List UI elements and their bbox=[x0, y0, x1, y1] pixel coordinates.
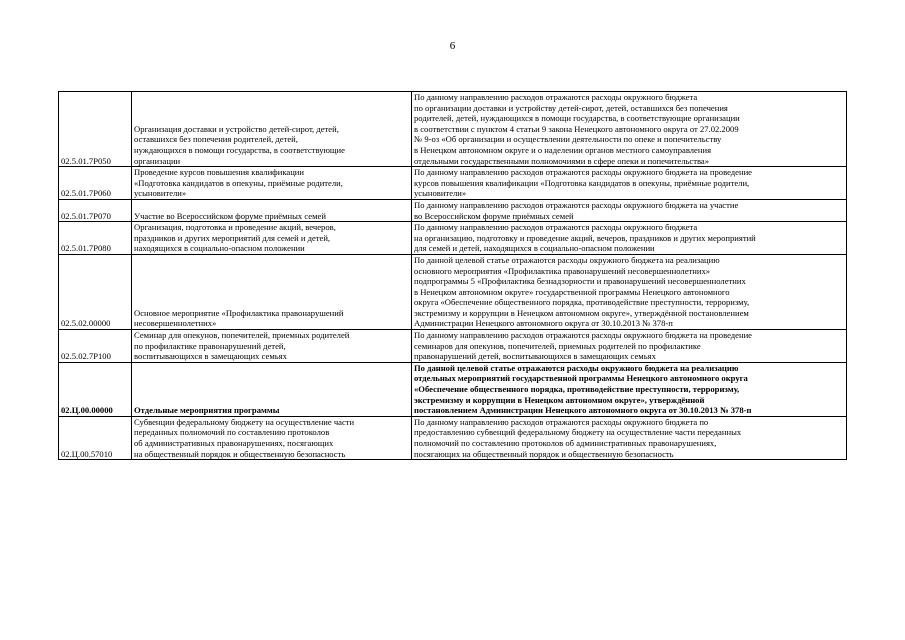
table-row bbox=[59, 92, 847, 167]
target-article-code: 02.Ц.00.57010 bbox=[59, 416, 132, 459]
description-line: По данной целевой статье отражаются расходы окружного бюджета на реализацию bbox=[414, 362, 739, 373]
expense-description bbox=[412, 92, 847, 167]
target-article-code: 02.5.01.7Р050 bbox=[59, 92, 132, 167]
description-line: По данному направлению расходов отражаются расходы окружного бюджета по bbox=[414, 416, 709, 427]
description-line: в соответствии с пунктом 4 статьи 9 закона Ненецкого автономного округа от 27.02.2009 bbox=[414, 123, 739, 134]
name-line: Отдельные мероприятия программы bbox=[134, 405, 280, 416]
page-number: 6 bbox=[449, 40, 456, 52]
name-line: «Подготовка кандидатов в опекуны, приёмные родители, bbox=[134, 177, 343, 188]
name-line: оставшихся без попечения родителей, детей, bbox=[134, 134, 298, 145]
target-article-code: 02.5.02.00000 bbox=[59, 254, 132, 329]
description-line: усыновители» bbox=[414, 188, 467, 199]
target-article-code: 02.5.01.7Р060 bbox=[59, 167, 132, 200]
expense-description bbox=[412, 362, 847, 416]
expense-description bbox=[412, 167, 847, 200]
table-row bbox=[59, 254, 847, 329]
table-row bbox=[59, 222, 847, 255]
name-line: усыновители» bbox=[134, 188, 187, 199]
description-line: № 9-оз «Об организации и осуществлении деятельности по опеке и попечительству bbox=[414, 134, 722, 145]
expense-description bbox=[412, 222, 847, 255]
name-line: Субвенции федеральному бюджету на осуществление части bbox=[134, 416, 355, 427]
name-line: Проведение курсов повышения квалификации bbox=[134, 167, 304, 178]
target-article-code: 02.5.02.7Р100 bbox=[59, 330, 132, 363]
target-article-name bbox=[132, 254, 412, 329]
description-line: правонарушений детей, воспитывающихся в замещающих семьях bbox=[414, 351, 656, 362]
description-line: По данному направлению расходов отражаются расходы окружного бюджета bbox=[414, 222, 698, 233]
description-line: посягающих на общественный порядок и общественную безопасность bbox=[414, 448, 674, 459]
target-article-name bbox=[132, 167, 412, 200]
target-article-code: 02.5.01.7Р080 bbox=[59, 222, 132, 255]
description-line: отдельных мероприятий государственной программы Ненецкого автономного округа bbox=[414, 373, 748, 384]
table-row bbox=[59, 362, 847, 416]
target-article-code: 02.5.01.7Р070 bbox=[59, 199, 132, 221]
description-line: на организацию, подготовку и проведение акций, вечеров, праздников и других мероприятий bbox=[414, 232, 756, 243]
table-body bbox=[59, 92, 847, 460]
name-line: организации bbox=[134, 155, 181, 166]
description-line: По данному направлению расходов отражаются расходы окружного бюджета на проведение bbox=[414, 330, 752, 341]
description-line: По данному направлению расходов отражаются расходы окружного бюджета на проведение bbox=[414, 167, 752, 178]
description-line: «Обеспечение общественного порядка, противодействие преступности, терроризму, bbox=[414, 384, 740, 395]
target-article-name bbox=[132, 362, 412, 416]
name-line: нуждающихся в помощи государства, в соответствующие bbox=[134, 144, 345, 155]
description-line: по организации доставки и устройству детей-сирот, детей, оставшихся без попечения bbox=[414, 102, 728, 113]
description-line: По данному направлению расходов отражаются расходы окружного бюджета bbox=[414, 92, 698, 102]
description-line: родителей, детей, нуждающихся в помощи государства, в соответствующие организации bbox=[414, 113, 740, 124]
description-line: экстремизму и коррупции в Ненецком автономном округе», утверждённой bbox=[414, 394, 705, 405]
description-line: для семей и детей, находящихся в социально-опасном положении bbox=[414, 243, 655, 254]
description-line: По данной целевой статье отражаются расходы окружного бюджета на реализацию bbox=[414, 254, 720, 265]
table-row bbox=[59, 199, 847, 221]
description-line: курсов повышения квалификации «Подготовка кандидатов в опекуны, приёмные родители, bbox=[414, 177, 750, 188]
description-line: в Ненецком автономном округе» государственной программы Ненецкого автономного bbox=[414, 286, 730, 297]
name-line: Организация доставки и устройство детей-сирот, детей, bbox=[134, 123, 339, 134]
description-line: в Ненецком автономном округе и о наделении органов местного самоуправления bbox=[414, 144, 712, 155]
expense-description bbox=[412, 330, 847, 363]
description-line: постановлением Администрации Ненецкого автономного округа от 30.10.2013 № 378-п bbox=[414, 405, 752, 416]
target-article-name bbox=[132, 330, 412, 363]
target-article-name bbox=[132, 416, 412, 459]
description-line: во Всероссийском форуме приёмных семей bbox=[414, 210, 574, 221]
budget-classification-table bbox=[58, 91, 847, 460]
expense-description bbox=[412, 254, 847, 329]
name-line: об административных правонарушениях, посягающих bbox=[134, 438, 334, 448]
name-line: Участие во Всероссийском форуме приёмных семей bbox=[134, 210, 326, 221]
name-line: находящихся в социально-опасном положении bbox=[134, 243, 305, 254]
description-line: отдельными государственными полномочиями в сфере опеки и попечительства» bbox=[414, 155, 710, 166]
description-line: По данному направлению расходов отражаются расходы окружного бюджета на участие bbox=[414, 199, 739, 210]
description-line: полномочий по составлению протоколов об административных правонарушениях, bbox=[414, 438, 717, 448]
expense-description bbox=[412, 416, 847, 459]
name-line: несовершеннолетних» bbox=[134, 318, 217, 329]
target-article-name bbox=[132, 199, 412, 221]
name-line: Организация, подготовка и проведение акций, вечеров, bbox=[134, 222, 336, 233]
target-article-name bbox=[132, 222, 412, 255]
description-line: семинаров для опекунов, попечителей, приемных родителей по профилактике bbox=[414, 340, 701, 351]
description-line: округа «Обеспечение общественного порядка, противодействие преступности, терроризму, bbox=[414, 297, 750, 308]
table-row bbox=[59, 330, 847, 363]
table-row bbox=[59, 416, 847, 459]
description-line: Администрации Ненецкого автономного округа от 30.10.2013 № 378-п bbox=[414, 318, 673, 329]
name-line: по профилактике правонарушений детей, bbox=[134, 340, 286, 351]
description-line: предоставлению субвенций федеральному бюджету на осуществление части переданных bbox=[414, 427, 742, 438]
name-line: Основное мероприятие «Профилактика правонарушений bbox=[134, 307, 344, 318]
table-row bbox=[59, 167, 847, 200]
description-line: основного мероприятия «Профилактика правонарушений несовершеннолетних» bbox=[414, 265, 711, 276]
expense-description bbox=[412, 199, 847, 221]
description-line: подпрограммы 5 «Профилактика безнадзорности и правонарушений несовершеннолетних bbox=[414, 276, 746, 287]
name-line: праздников и других мероприятий для семей и детей, bbox=[134, 232, 331, 243]
name-line: на общественный порядок и общественную безопасность bbox=[134, 448, 346, 459]
name-line: переданных полномочий по составлению протоколов bbox=[134, 427, 330, 438]
description-line: экстремизму и коррупции в Ненецком автономном округе», утверждённой постановлением bbox=[414, 307, 749, 318]
name-line: воспитывающихся в замещающих семьях bbox=[134, 351, 287, 362]
target-article-name bbox=[132, 92, 412, 167]
name-line: Семинар для опекунов, попечителей, приемных родителей bbox=[134, 330, 350, 341]
target-article-code: 02.Ц.00.00000 bbox=[59, 362, 132, 416]
